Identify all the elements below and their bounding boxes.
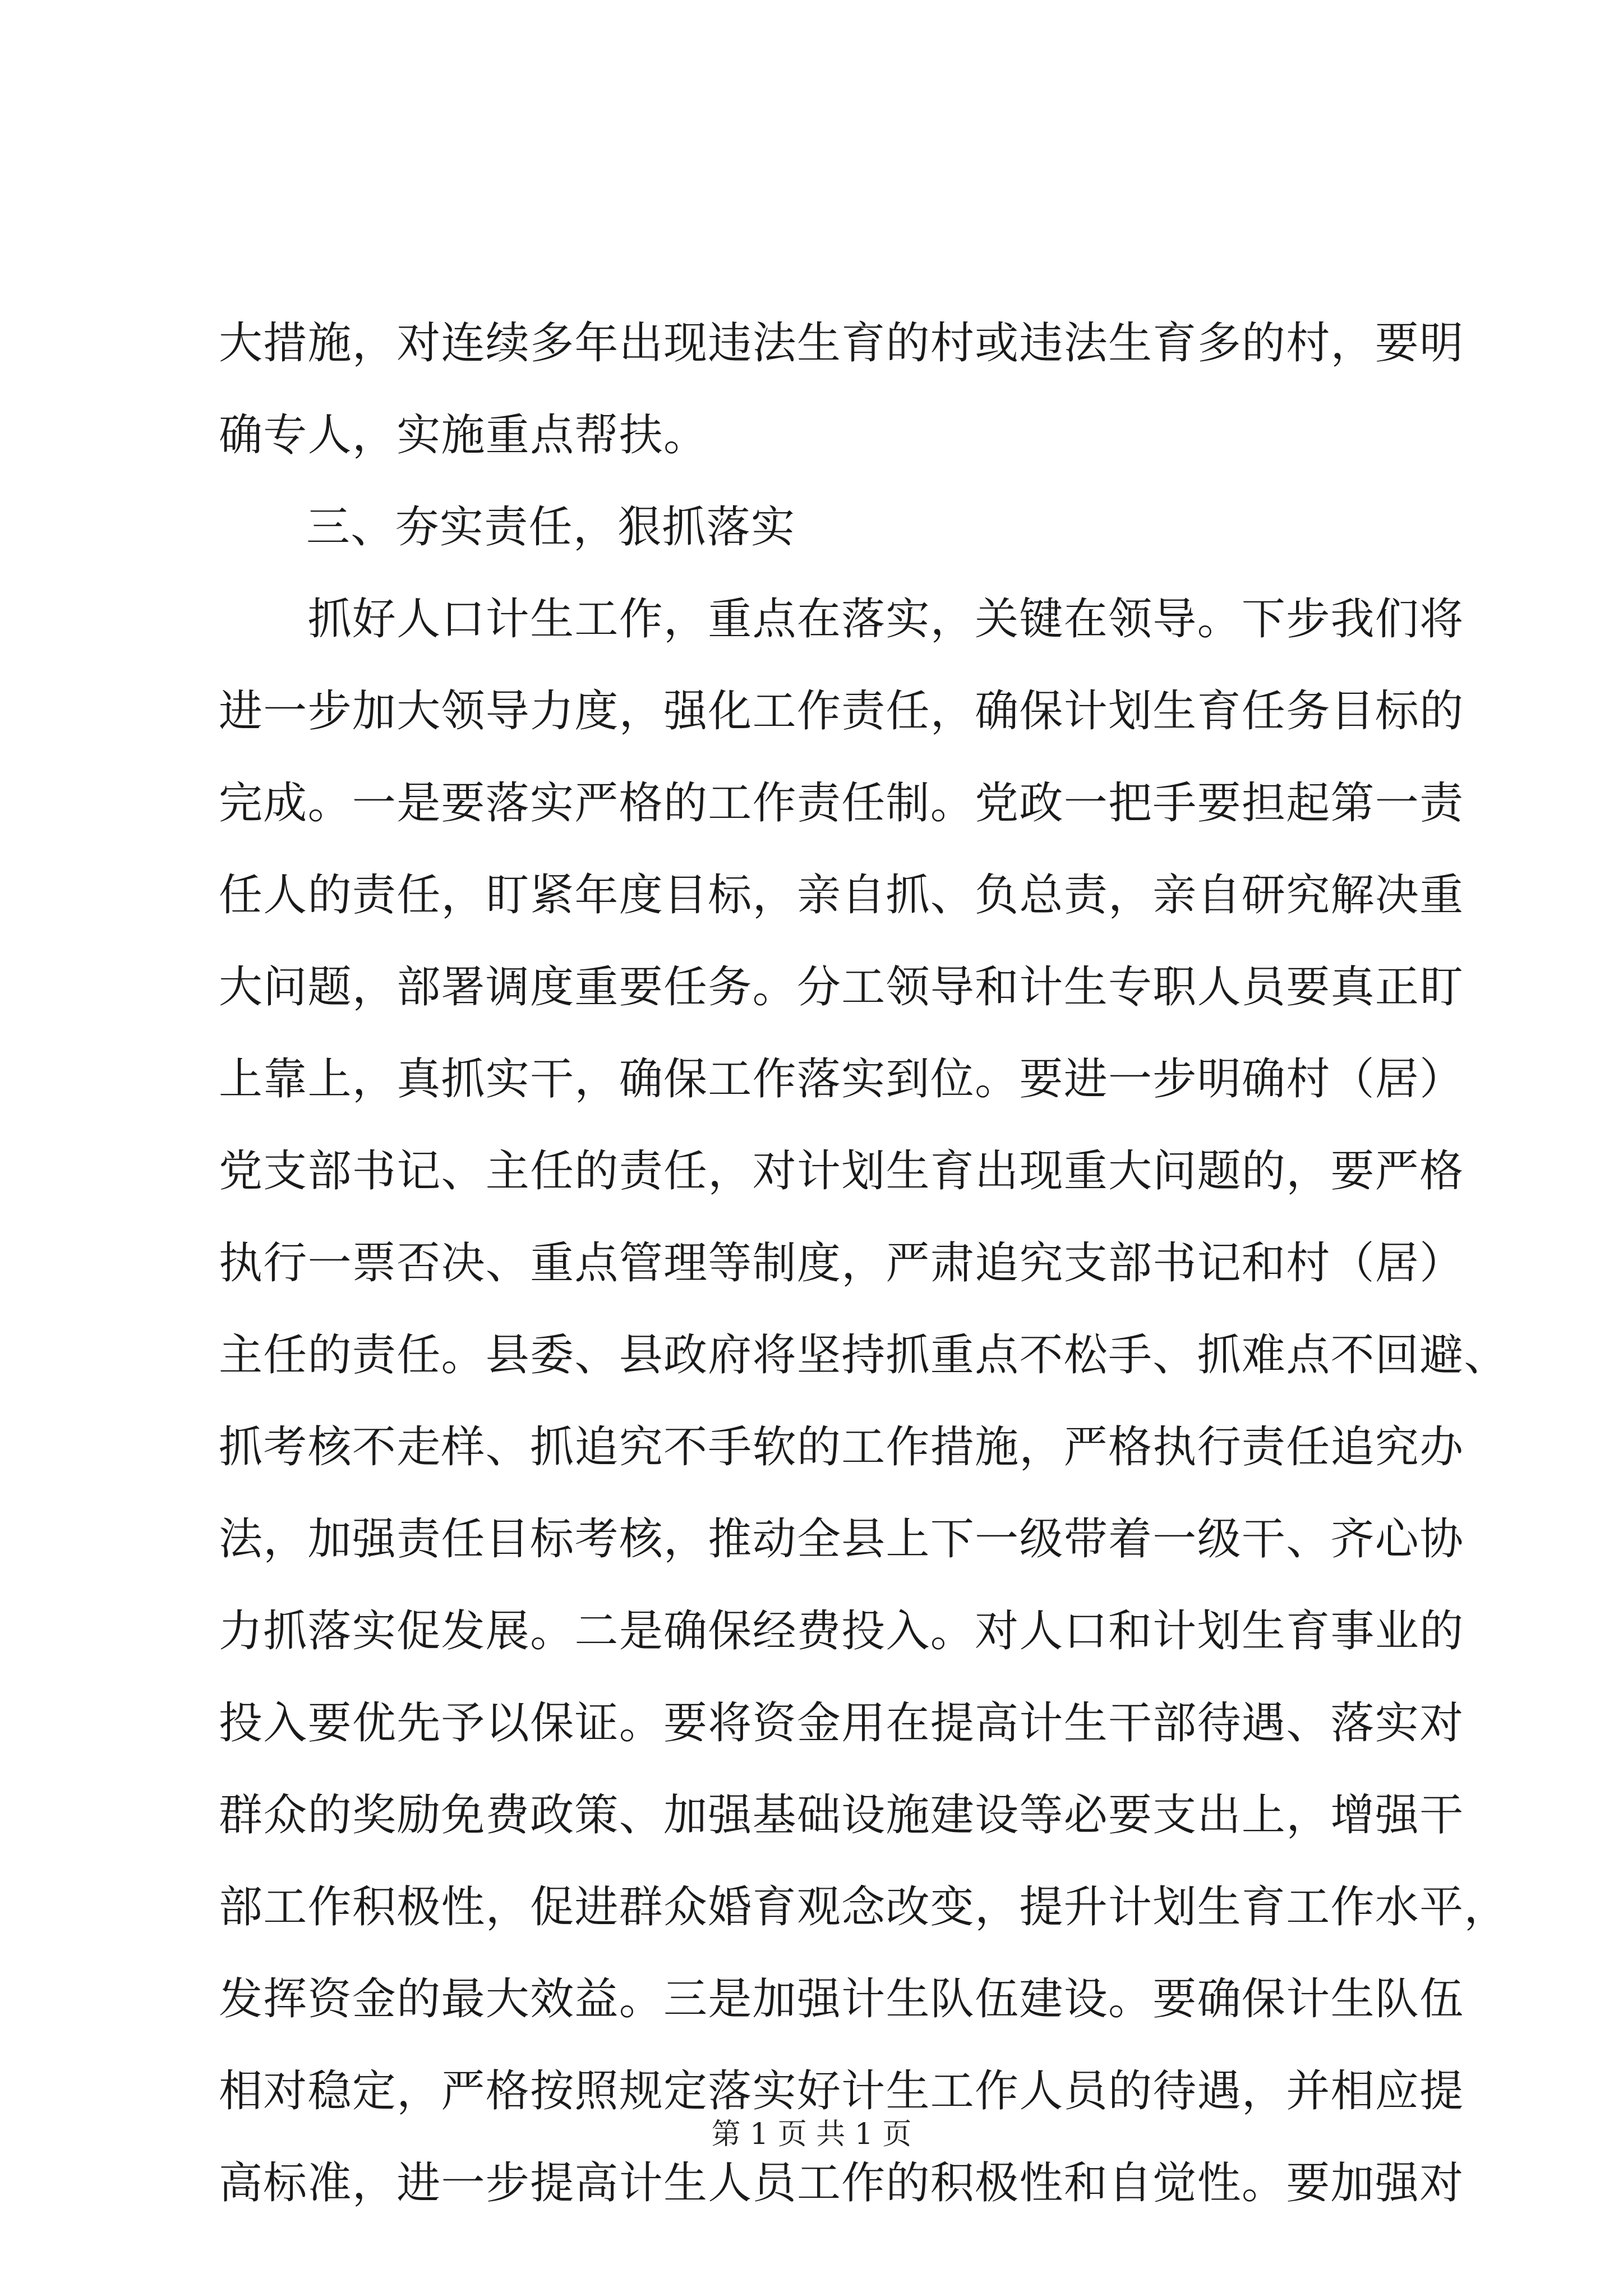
text-line: 投入要优先予以保证。要将资金用在提高计生干部待遇、落实对 [219,1698,1464,1749]
text-line: 抓考核不走样、抓追究不手软的工作措施，严格执行责任追究办 [219,1422,1464,1473]
text-line: 主任的责任。县委、县政府将坚持抓重点不松手、抓难点不回避、 [219,1330,1509,1381]
text-line: 发挥资金的最大效益。三是加强计生队伍建设。要确保计生队伍 [219,1974,1464,2024]
text-line: 大措施，对连续多年出现违法生育的村或违法生育多的村，要明 [219,318,1464,369]
section-heading: 三、夯实责任，狠抓落实 [306,502,796,553]
text-line: 相对稳定，严格按照规定落实好计生工作人员的待遇，并相应提 [219,2066,1464,2116]
text-line: 力抓落实促发展。二是确保经费投入。对人口和计划生育事业的 [219,1606,1464,1657]
text-line: 大问题，部署调度重要任务。分工领导和计生专职人员要真正盯 [219,962,1464,1013]
text-line: 执行一票否决、重点管理等制度，严肃追究支部书记和村（居） [219,1238,1464,1289]
document-body [219,297,1509,2229]
page-number-label: 第 1 页 共 1 页 [711,2118,912,2151]
text-line: 确专人，实施重点帮扶。 [219,410,708,461]
text-line: 群众的奖励免费政策、加强基础设施建设等必要支出上，增强干 [219,1790,1464,1841]
text-line: 党支部书记、主任的责任，对计划生育出现重大问题的，要严格 [219,1146,1464,1197]
text-line: 进一步加大领导力度，强化工作责任，确保计划生育任务目标的 [219,686,1464,737]
page-footer [0,2115,1623,2154]
text-line: 法，加强责任目标考核，推动全县上下一级带着一级干、齐心协 [219,1514,1464,1565]
text-line: 部工作积极性，促进群众婚育观念改变，提升计划生育工作水平， [219,1882,1509,1932]
text-line: 完成。一是要落实严格的工作责任制。党政一把手要担起第一责 [219,778,1464,829]
text-line: 任人的责任，盯紧年度目标，亲自抓、负总责，亲自研究解决重 [219,870,1464,921]
text-line: 上靠上，真抓实干，确保工作落实到位。要进一步明确村（居） [219,1054,1464,1105]
text-line: 抓好人口计生工作，重点在落实，关键在领导。下步我们将 [219,594,1464,645]
text-line: 高标准，进一步提高计生人员工作的积极性和自觉性。要加强对 [219,2158,1464,2208]
